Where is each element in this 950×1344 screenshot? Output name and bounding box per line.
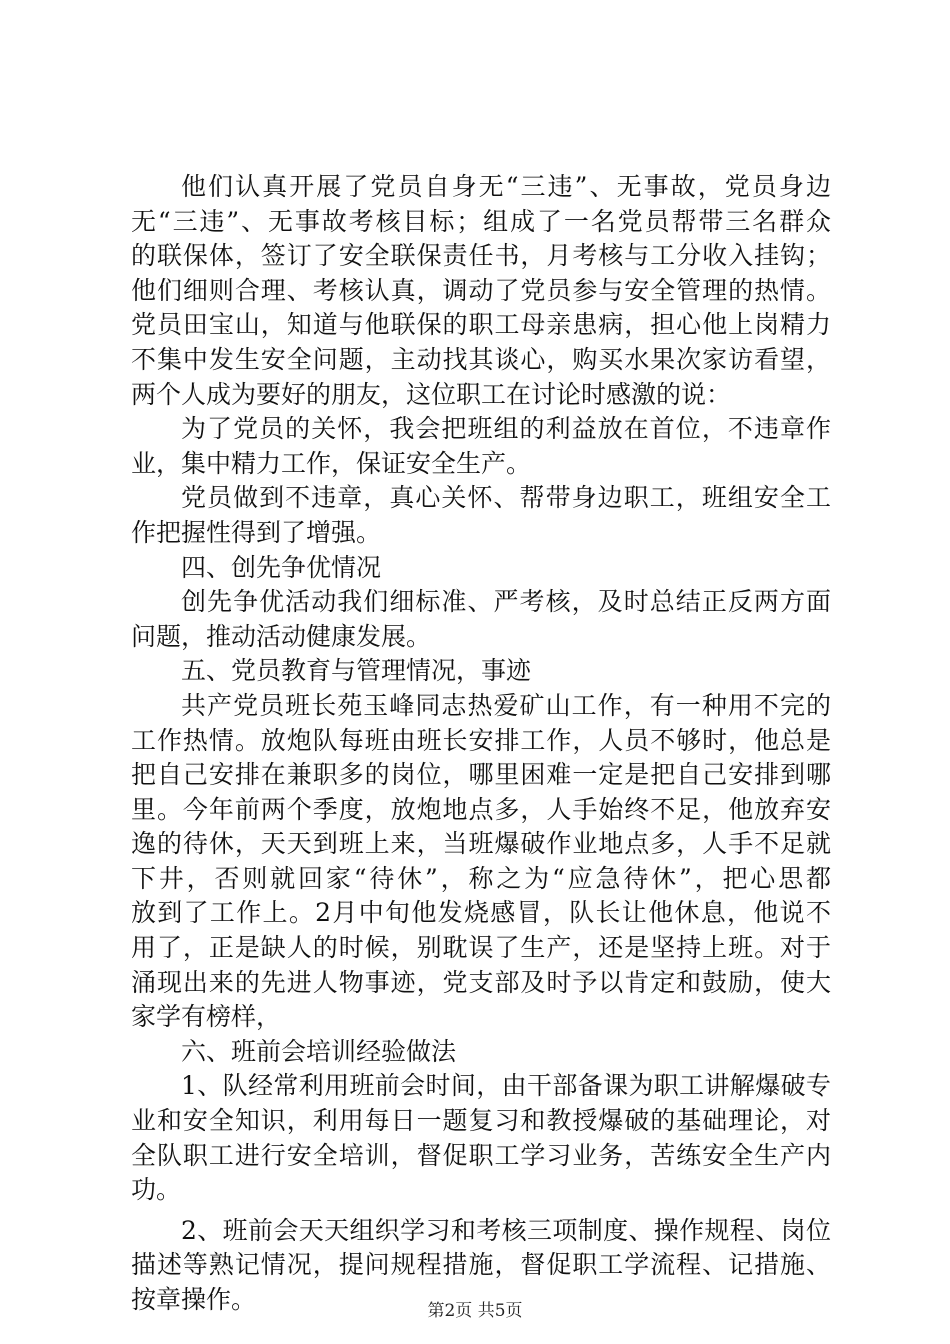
paragraph-line: 描述等熟记情况，提问规程措施，督促职工学流程、记措施、	[131, 1250, 831, 1280]
paragraph-line: 里。今年前两个季度，放炮地点多，人手始终不足，他放弃安	[131, 794, 831, 824]
quote-line: 为了党员的关怀，我会把班组的利益放在首位，不违章作	[181, 414, 831, 444]
paragraph-line: 2、班前会天天组织学习和考核三项制度、操作规程、岗位	[181, 1215, 831, 1245]
paragraph-line: 不集中发生安全问题，主动找其谈心，购买水果次家访看望，	[131, 344, 831, 374]
paragraph-line: 业和安全知识，利用每日一题复习和教授爆破的基础理论，对	[131, 1106, 831, 1136]
paragraph-line: 工作热情。放炮队每班由班长安排工作，人员不够时，他总是	[131, 725, 831, 755]
section-heading: 五、党员教育与管理情况，事迹	[181, 656, 532, 686]
quote-line: 业，集中精力工作，保证安全生产。	[131, 448, 532, 478]
paragraph-line: 两个人成为要好的朋友，这位职工在讨论时感激的说：	[131, 379, 732, 409]
paragraph-line: 家学有榜样，	[131, 1002, 282, 1032]
paragraph-line: 把自己安排在兼职多的岗位，哪里困难一定是把自己安排到哪	[131, 760, 831, 790]
paragraph-line: 作把握性得到了增强。	[131, 517, 382, 547]
paragraph-line: 党员做到不违章，真心关怀、帮带身边职工，班组安全工	[181, 483, 831, 513]
paragraph-line: 全队职工进行安全培训，督促职工学习业务，苦练安全生产内	[131, 1140, 831, 1170]
section-heading: 六、班前会培训经验做法	[181, 1036, 457, 1066]
paragraph-line: 下井，否则就回家“待休”，称之为“应急待休”，把心思都	[131, 863, 831, 893]
paragraph-line: 用了，正是缺人的时候，别耽误了生产，还是坚持上班。对于	[131, 933, 831, 963]
document-body	[131, 170, 831, 1318]
paragraph-line: 的联保体，签订了安全联保责任书，月考核与工分收入挂钩；	[131, 241, 831, 271]
paragraph-line: 共产党员班长苑玉峰同志热爱矿山工作，有一种用不完的	[181, 690, 831, 720]
paragraph-line: 放到了工作上。2月中旬他发烧感冒，队长让他休息，他说不	[131, 898, 831, 928]
paragraph-line: 党员田宝山，知道与他联保的职工母亲患病，担心他上岗精力	[131, 310, 831, 340]
paragraph-line: 无“三违”、无事故考核目标；组成了一名党员帮带三名群众	[131, 206, 831, 236]
paragraph-line: 1、队经常利用班前会时间，由干部备课为职工讲解爆破专	[181, 1071, 831, 1101]
paragraph-line: 按章操作。	[131, 1285, 257, 1314]
paragraph-line: 逸的待休，天天到班上来，当班爆破作业地点多，人手不足就	[131, 829, 831, 859]
paragraph-line: 他们认真开展了党员自身无“三违”、无事故，党员身边	[181, 172, 831, 201]
paragraph-line: 创先争优活动我们细标准、严考核，及时总结正反两方面	[181, 587, 831, 617]
paragraph-line: 功。	[131, 1175, 182, 1205]
paragraph-line: 涌现出来的先进人物事迹，党支部及时予以肯定和鼓励，使大	[131, 967, 831, 997]
section-heading: 四、创先争优情况	[181, 552, 382, 582]
page-number-footer: 第2页 共5页	[427, 1301, 523, 1321]
paragraph-line: 问题，推动活动健康发展。	[131, 621, 432, 651]
paragraph-line: 他们细则合理、考核认真，调动了党员参与安全管理的热情。	[131, 275, 831, 305]
